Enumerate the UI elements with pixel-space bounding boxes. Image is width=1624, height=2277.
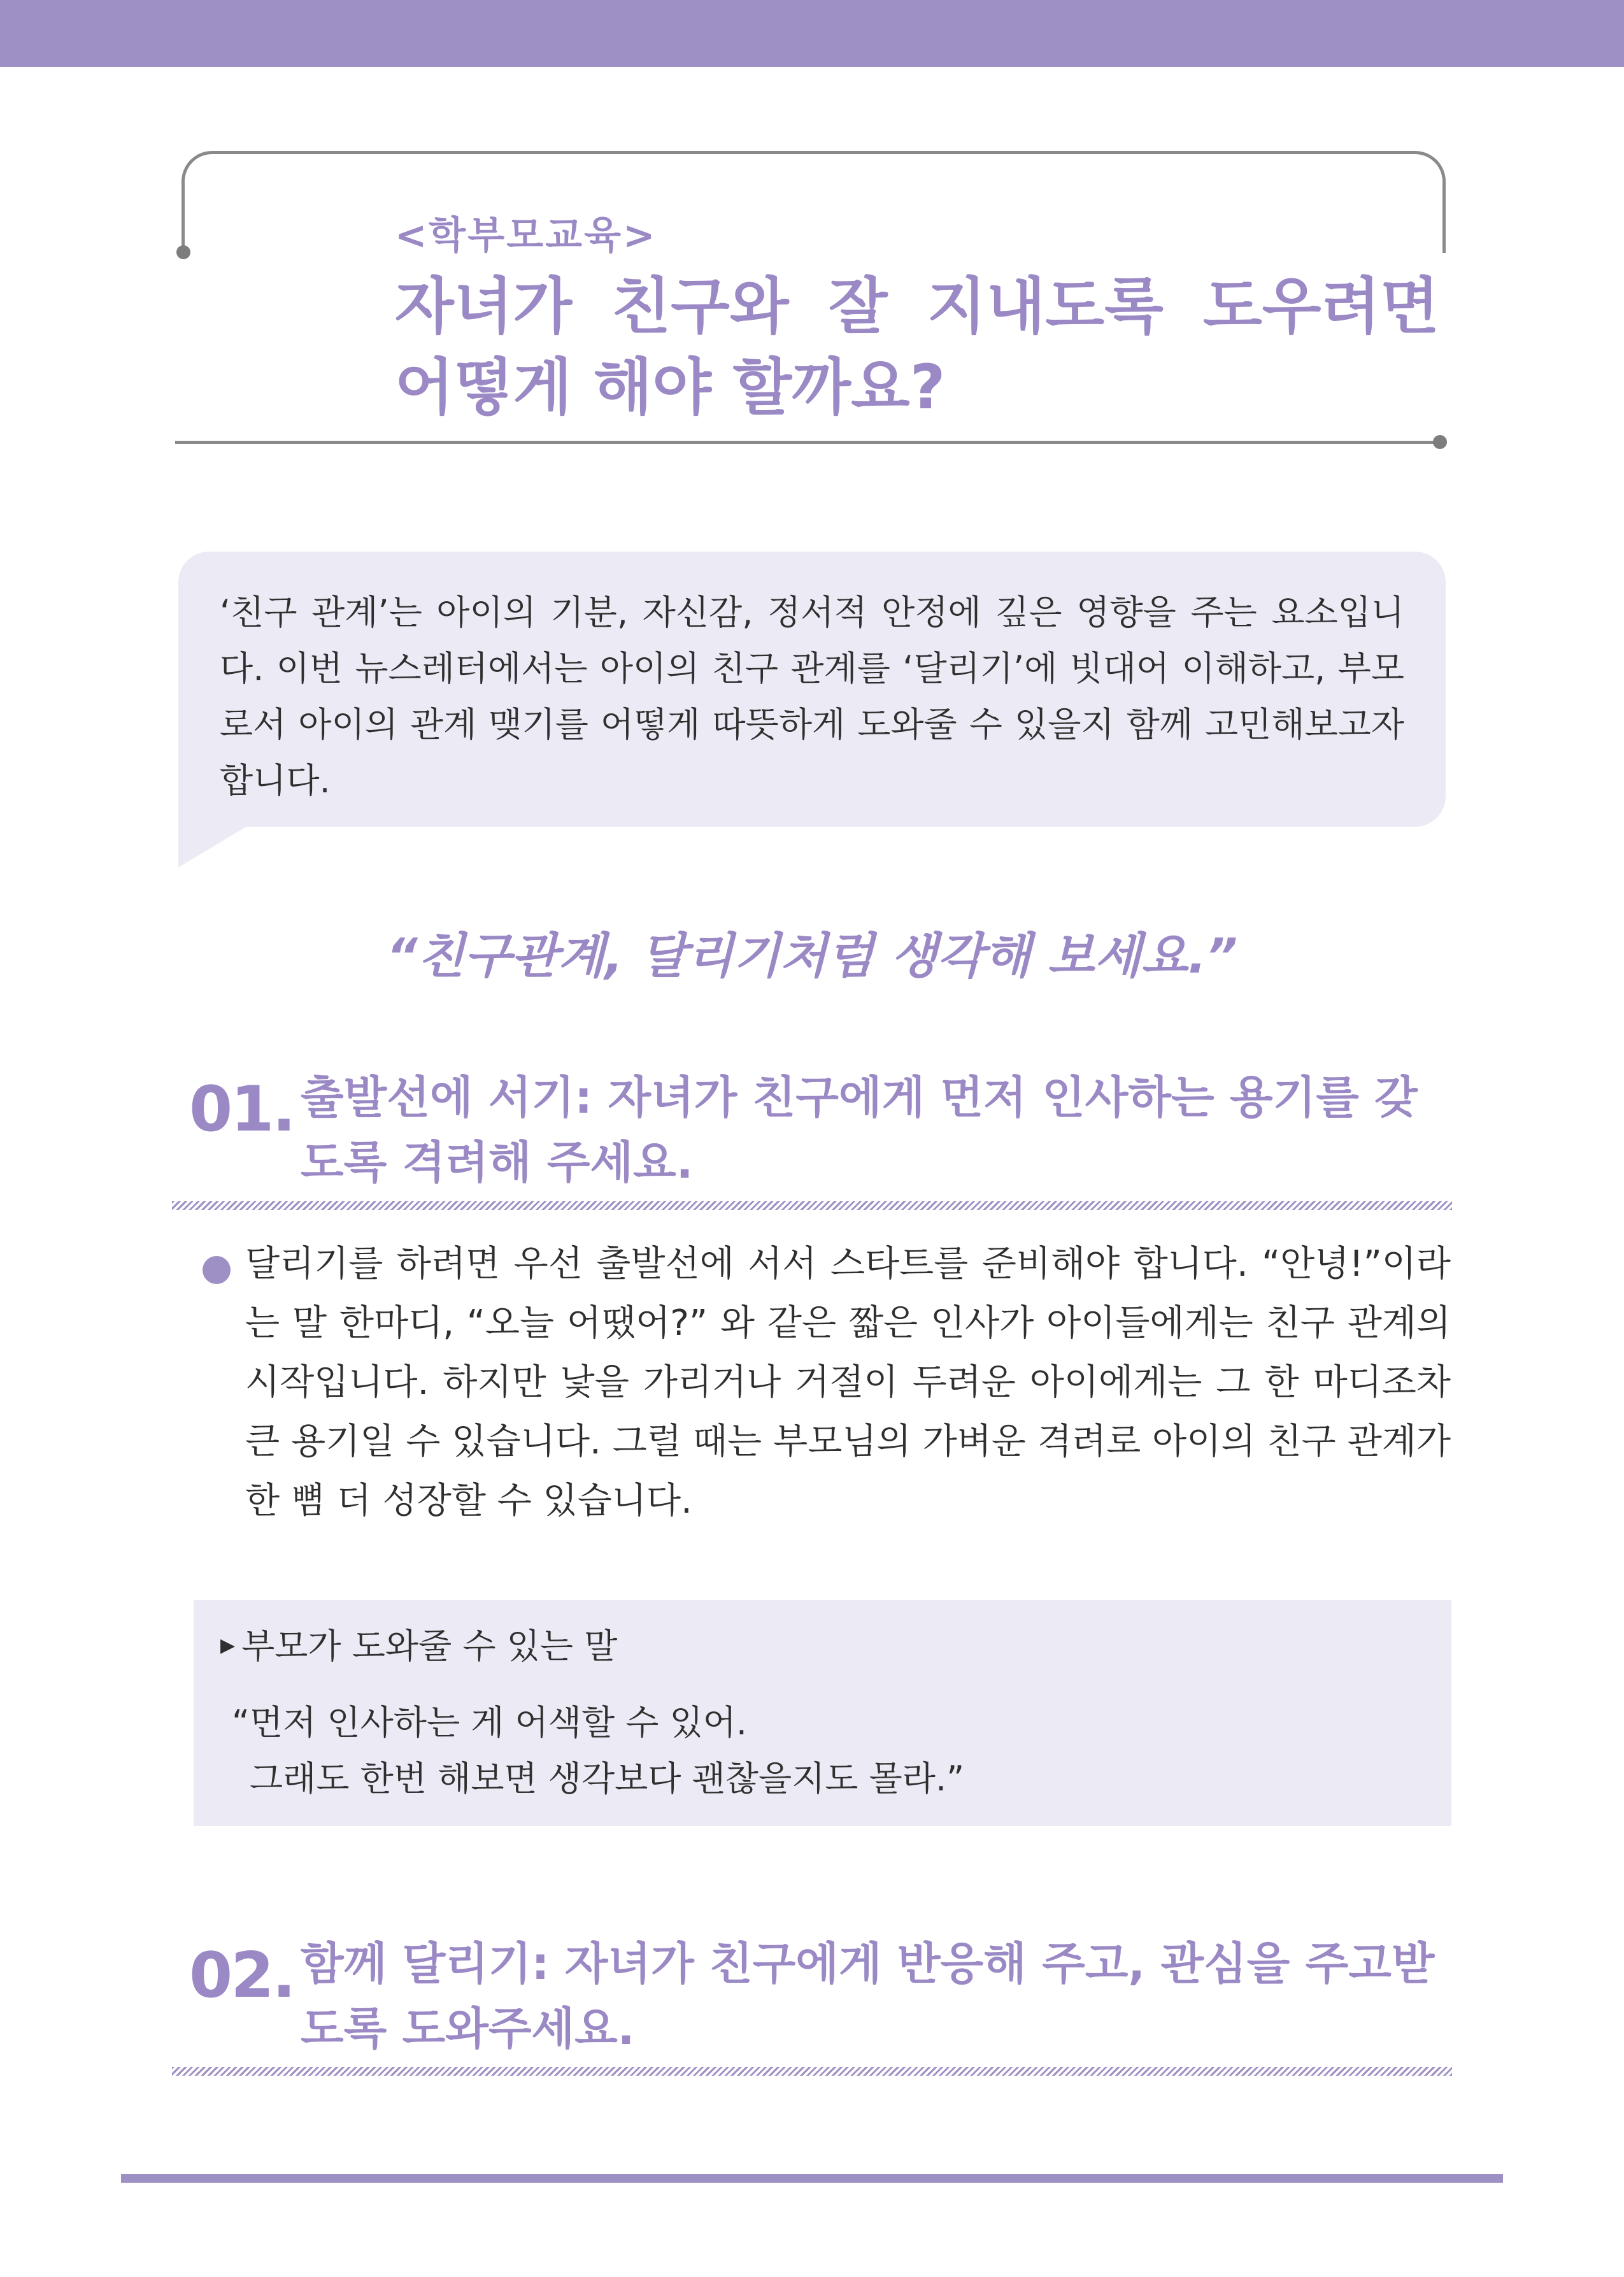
frame-dot-right [1433, 435, 1447, 449]
phrase-label-row [220, 1624, 1451, 1671]
page-title: 자녀가 친구와 잘 지내도록 도우려면 어떻게 해야 할까요? [395, 271, 1439, 423]
phrase-box [194, 1600, 1451, 1826]
section-2-number: 02. [189, 1939, 294, 2012]
footer-line [121, 2174, 1503, 2183]
quote-heading: “친구관계, 달리기처럼 생각해 보세요.” [386, 927, 1238, 984]
section-2-title: 함께 달리기: 자녀가 친구에게 반응해 주고, 관심을 주고받도록 도와주세요. [301, 1938, 1435, 2055]
intro-callout-tail [178, 825, 248, 867]
intro-text: ‘친구 관계’는 아이의 기분, 자신감, 정서적 안정에 깊은 영향을 주는 요소입니다. 이번 뉴스레터에서는 아이의 친구 관계를 ‘달리기’에 빗대어 이해하고, 부모로서 아이의 관계 맺기를 어떻게 따뜻하게 도와줄 수 있을지 함께 고민해보고자 합니다. [220, 592, 1404, 801]
phrase-label: 부모가 도와줄 수 있는 말 [241, 1626, 618, 1666]
bullet-icon [203, 1256, 231, 1284]
phrase-line-1: “먼저 인사하는 게 어색할 수 있어. [232, 1702, 748, 1743]
phrase-quote [220, 1695, 1451, 1807]
phrase-line-2: 그래도 한번 해보면 생각보다 괜찮을지도 몰라.” [250, 1759, 965, 1799]
intro-callout [178, 552, 1446, 827]
title-tag: <학부모교육> [395, 213, 657, 258]
section-1-divider [172, 1201, 1452, 1210]
section-1-title: 출발선에 서기: 자녀가 친구에게 먼저 인사하는 용기를 갖도록 격려해 주세요. [301, 1071, 1418, 1188]
triangle-bullet-icon: ▶ [220, 1634, 236, 1657]
section-1-body: 달리기를 하려면 우선 출발선에 서서 스타트를 준비해야 합니다. “안녕!”이라는 말 한마디, “오늘 어땠어?” 와 같은 짧은 인사가 아이들에게는 친구 관계의 시작입니다. 하지만 낯을 가리거나 거절이 두려운 아이에게는 그 한 마디조차 큰 용기일 수 있습니다. 그럴 때는 부모님의 가벼운 격려로 아이의 친구 관계가 한 뼘 더 성장할 수 있습니다. [245, 1243, 1451, 1522]
top-banner [0, 0, 1624, 67]
title-underline [175, 441, 1442, 444]
section-2-divider [172, 2067, 1452, 2076]
title-frame [182, 151, 1446, 253]
frame-dot-left [176, 245, 190, 259]
section-1-number: 01. [189, 1073, 294, 1146]
